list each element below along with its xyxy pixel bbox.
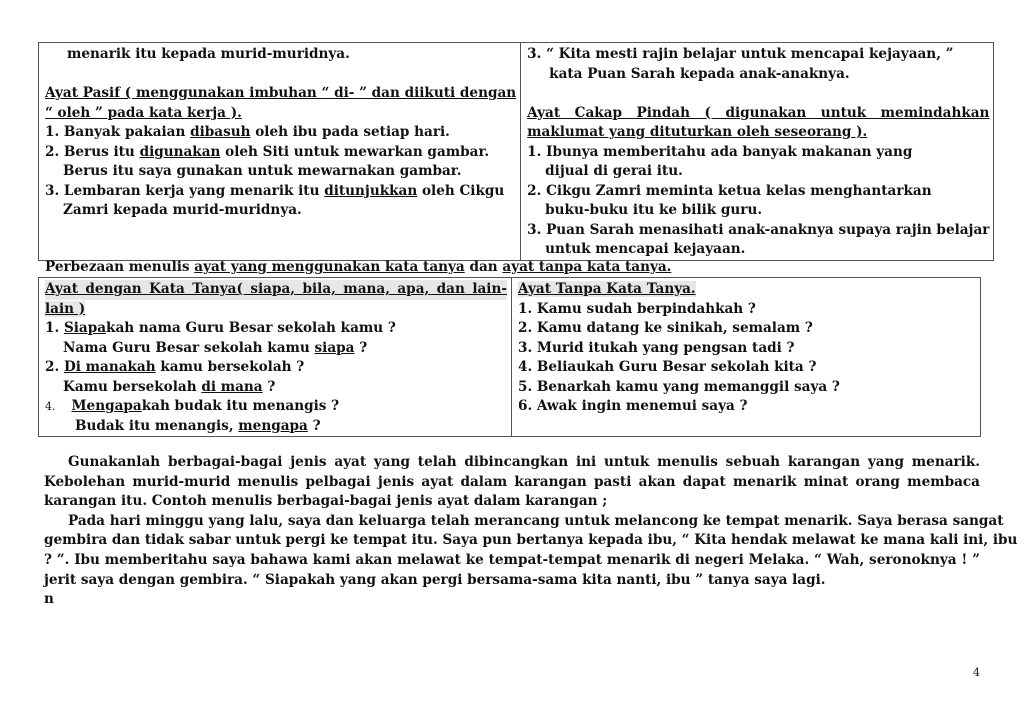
list-item: 2. Cikgu Zamri meminta ketua kelas menghantarkan <box>527 182 932 199</box>
paragraph-line: Gunakanlah berbagai-bagai jenis ayat yang telah dibincangkan ini untuk menulis sebuah karangan yang menarik. <box>68 454 980 470</box>
list-item: 4. Beliaukah Guru Besar sekolah kita ? <box>518 359 817 375</box>
without-question-word-cell <box>512 278 981 437</box>
question-word-heading: Ayat dengan Kata Tanya( siapa, bila, mana, apa, dan lain- <box>45 280 507 300</box>
paragraph-line: jerit saya dengan gembira. “ Siapakah yang akan pergi bersama-sama kita nanti, ibu ” tanya saya lagi. <box>44 571 826 588</box>
list-item: 3. Murid itukah yang pengsan tadi ? <box>518 339 795 356</box>
passive-heading: Ayat Pasif ( menggunakan imbuhan “ di- ” dan diikuti dengan <box>45 85 517 101</box>
paragraph-line: karangan itu. Contoh menulis berbagai-bagai jenis ayat dalam karangan ; <box>44 493 608 510</box>
paragraph-line: gembira dan tidak sabar untuk pergi ke tempat itu. Saya pun bertanya kepada ibu, “ Kita hendak melawat ke mana kali ini, ibu <box>44 532 1018 549</box>
passive-and-indirect-speech-table <box>38 42 994 261</box>
list-item-cont: Budak itu menangis, mengapa ? <box>75 417 321 434</box>
carry-line-2: kata Puan Sarah kepada anak-anaknya. <box>549 65 850 82</box>
section-caption: Perbezaan menulis ayat yang menggunakan kata tanya dan ayat tanpa kata tanya. <box>45 259 672 275</box>
body-paragraph <box>44 453 1018 610</box>
indirect-speech-cell <box>521 43 994 261</box>
carry-line: 3. “ Kita mesti rajin belajar untuk mencapai kejayaan, ” <box>527 46 954 62</box>
list-item-cont: Kamu bersekolah di mana ? <box>63 378 276 395</box>
list-item-cont: Berus itu saya gunakan untuk mewarnakan gambar. <box>63 163 462 179</box>
list-item: 2. Kamu datang ke sinikah, semalam ? <box>518 320 813 336</box>
passive-voice-cell <box>39 43 521 261</box>
paragraph-line: n <box>44 591 54 608</box>
list-item: 3. Puan Sarah menasihati anak-anaknya supaya rajin belajar <box>527 221 990 238</box>
list-item-cont: buku-buku itu ke bilik guru. <box>545 202 763 218</box>
paragraph-line: ? ”. Ibu memberitahu saya bahawa kami akan melawat ke tempat-tempat menarik di negeri Melaka. “ Wah, seronoknya ! ” <box>44 551 980 568</box>
list-item: 1. Banyak pakaian dibasuh oleh ibu pada setiap hari. <box>45 124 450 140</box>
list-item-cont: dijual di gerai itu. <box>545 163 683 179</box>
no-question-word-heading: Ayat Tanpa Kata Tanya. <box>518 281 696 297</box>
question-word-heading-2: lain ) <box>45 300 86 317</box>
carry-line: menarik itu kepada murid-muridnya. <box>67 46 350 62</box>
list-item: 5. Benarkah kamu yang memanggil saya ? <box>518 378 840 395</box>
indirect-speech-heading-2: maklumat yang dituturkan oleh seseorang ). <box>527 124 868 140</box>
page-number: 4 <box>973 666 980 679</box>
list-item: 1. Siapakah nama Guru Besar sekolah kamu ? <box>45 320 396 336</box>
list-item: 1. Ibunya memberitahu ada banyak makanan yang <box>527 143 913 160</box>
passive-heading-2: “ oleh ” pada kata kerja ). <box>45 104 242 121</box>
with-question-word-cell <box>39 278 512 437</box>
indirect-speech-heading: Ayat Cakap Pindah ( digunakan untuk memindahkan <box>527 104 990 121</box>
paragraph-line: Kebolehan murid-murid menulis pelbagai jenis ayat dalam karangan pasti akan dapat menarik minat orang membaca <box>44 473 980 490</box>
list-item: 4. Mengapakah budak itu menangis ? <box>45 398 340 414</box>
list-item: 1. Kamu sudah berpindahkah ? <box>518 300 756 317</box>
list-item: 6. Awak ingin menemui saya ? <box>518 398 748 414</box>
list-item: 3. Lembaran kerja yang menarik itu ditunjukkan oleh Cikgu <box>45 182 505 199</box>
question-word-table <box>38 277 981 437</box>
list-item-cont: Zamri kepada murid-muridnya. <box>63 202 302 218</box>
paragraph-line: Pada hari minggu yang lalu, saya dan keluarga telah merancang untuk melancong ke tempat menarik. Saya berasa sangat <box>68 512 1004 529</box>
list-item-cont: untuk mencapai kejayaan. <box>545 241 746 257</box>
list-item: 2. Berus itu digunakan oleh Siti untuk mewarkan gambar. <box>45 143 490 160</box>
list-item-cont: Nama Guru Besar sekolah kamu siapa ? <box>63 339 368 356</box>
list-item: 2. Di manakah kamu bersekolah ? <box>45 359 305 375</box>
